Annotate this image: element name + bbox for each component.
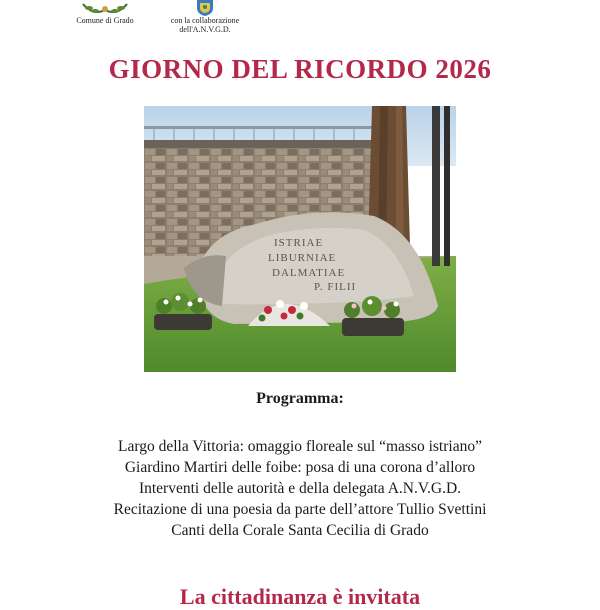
program-heading: Programma: xyxy=(256,390,344,407)
inscription-line-1: ISTRIAE xyxy=(274,237,324,249)
program-item: Canti della Corale Santa Cecilia di Grado xyxy=(171,522,429,539)
logo-caption-anvgd-line2: dell'A.N.V.G.D. xyxy=(179,25,231,34)
anvgd-logo xyxy=(150,0,260,34)
logo-caption-grado: Comune di Grado xyxy=(76,16,134,25)
header-logos xyxy=(0,0,600,40)
laurel-crest-icon xyxy=(79,0,131,16)
memorial-photo-illustration xyxy=(144,106,456,372)
program-list xyxy=(0,436,600,541)
inscription-line-4: P. FILII xyxy=(314,281,357,293)
program-item: Largo della Vittoria: omaggio floreale sul “masso istriano” xyxy=(118,438,482,455)
comune-di-grado-logo xyxy=(60,0,150,25)
page-title: GIORNO DEL RICORDO 2026 xyxy=(108,54,492,84)
inscription-line-2: LIBURNIAE xyxy=(268,252,337,264)
invitation-text: La cittadinanza è invitata xyxy=(179,584,421,609)
memorial-stone-photo xyxy=(144,106,456,372)
shield-emblem-icon xyxy=(195,0,215,16)
program-item: Recitazione di una poesia da parte dell’attore Tullio Svettini xyxy=(113,501,487,518)
program-item: Interventi delle autorità e della delegata A.N.V.G.D. xyxy=(138,480,462,497)
logo-caption-anvgd-line1: con la collaborazione xyxy=(170,16,240,25)
inscription-line-3: DALMATIAE xyxy=(272,267,346,279)
program-item: Giardino Martiri delle foibe: posa di una corona d’alloro xyxy=(124,459,476,476)
